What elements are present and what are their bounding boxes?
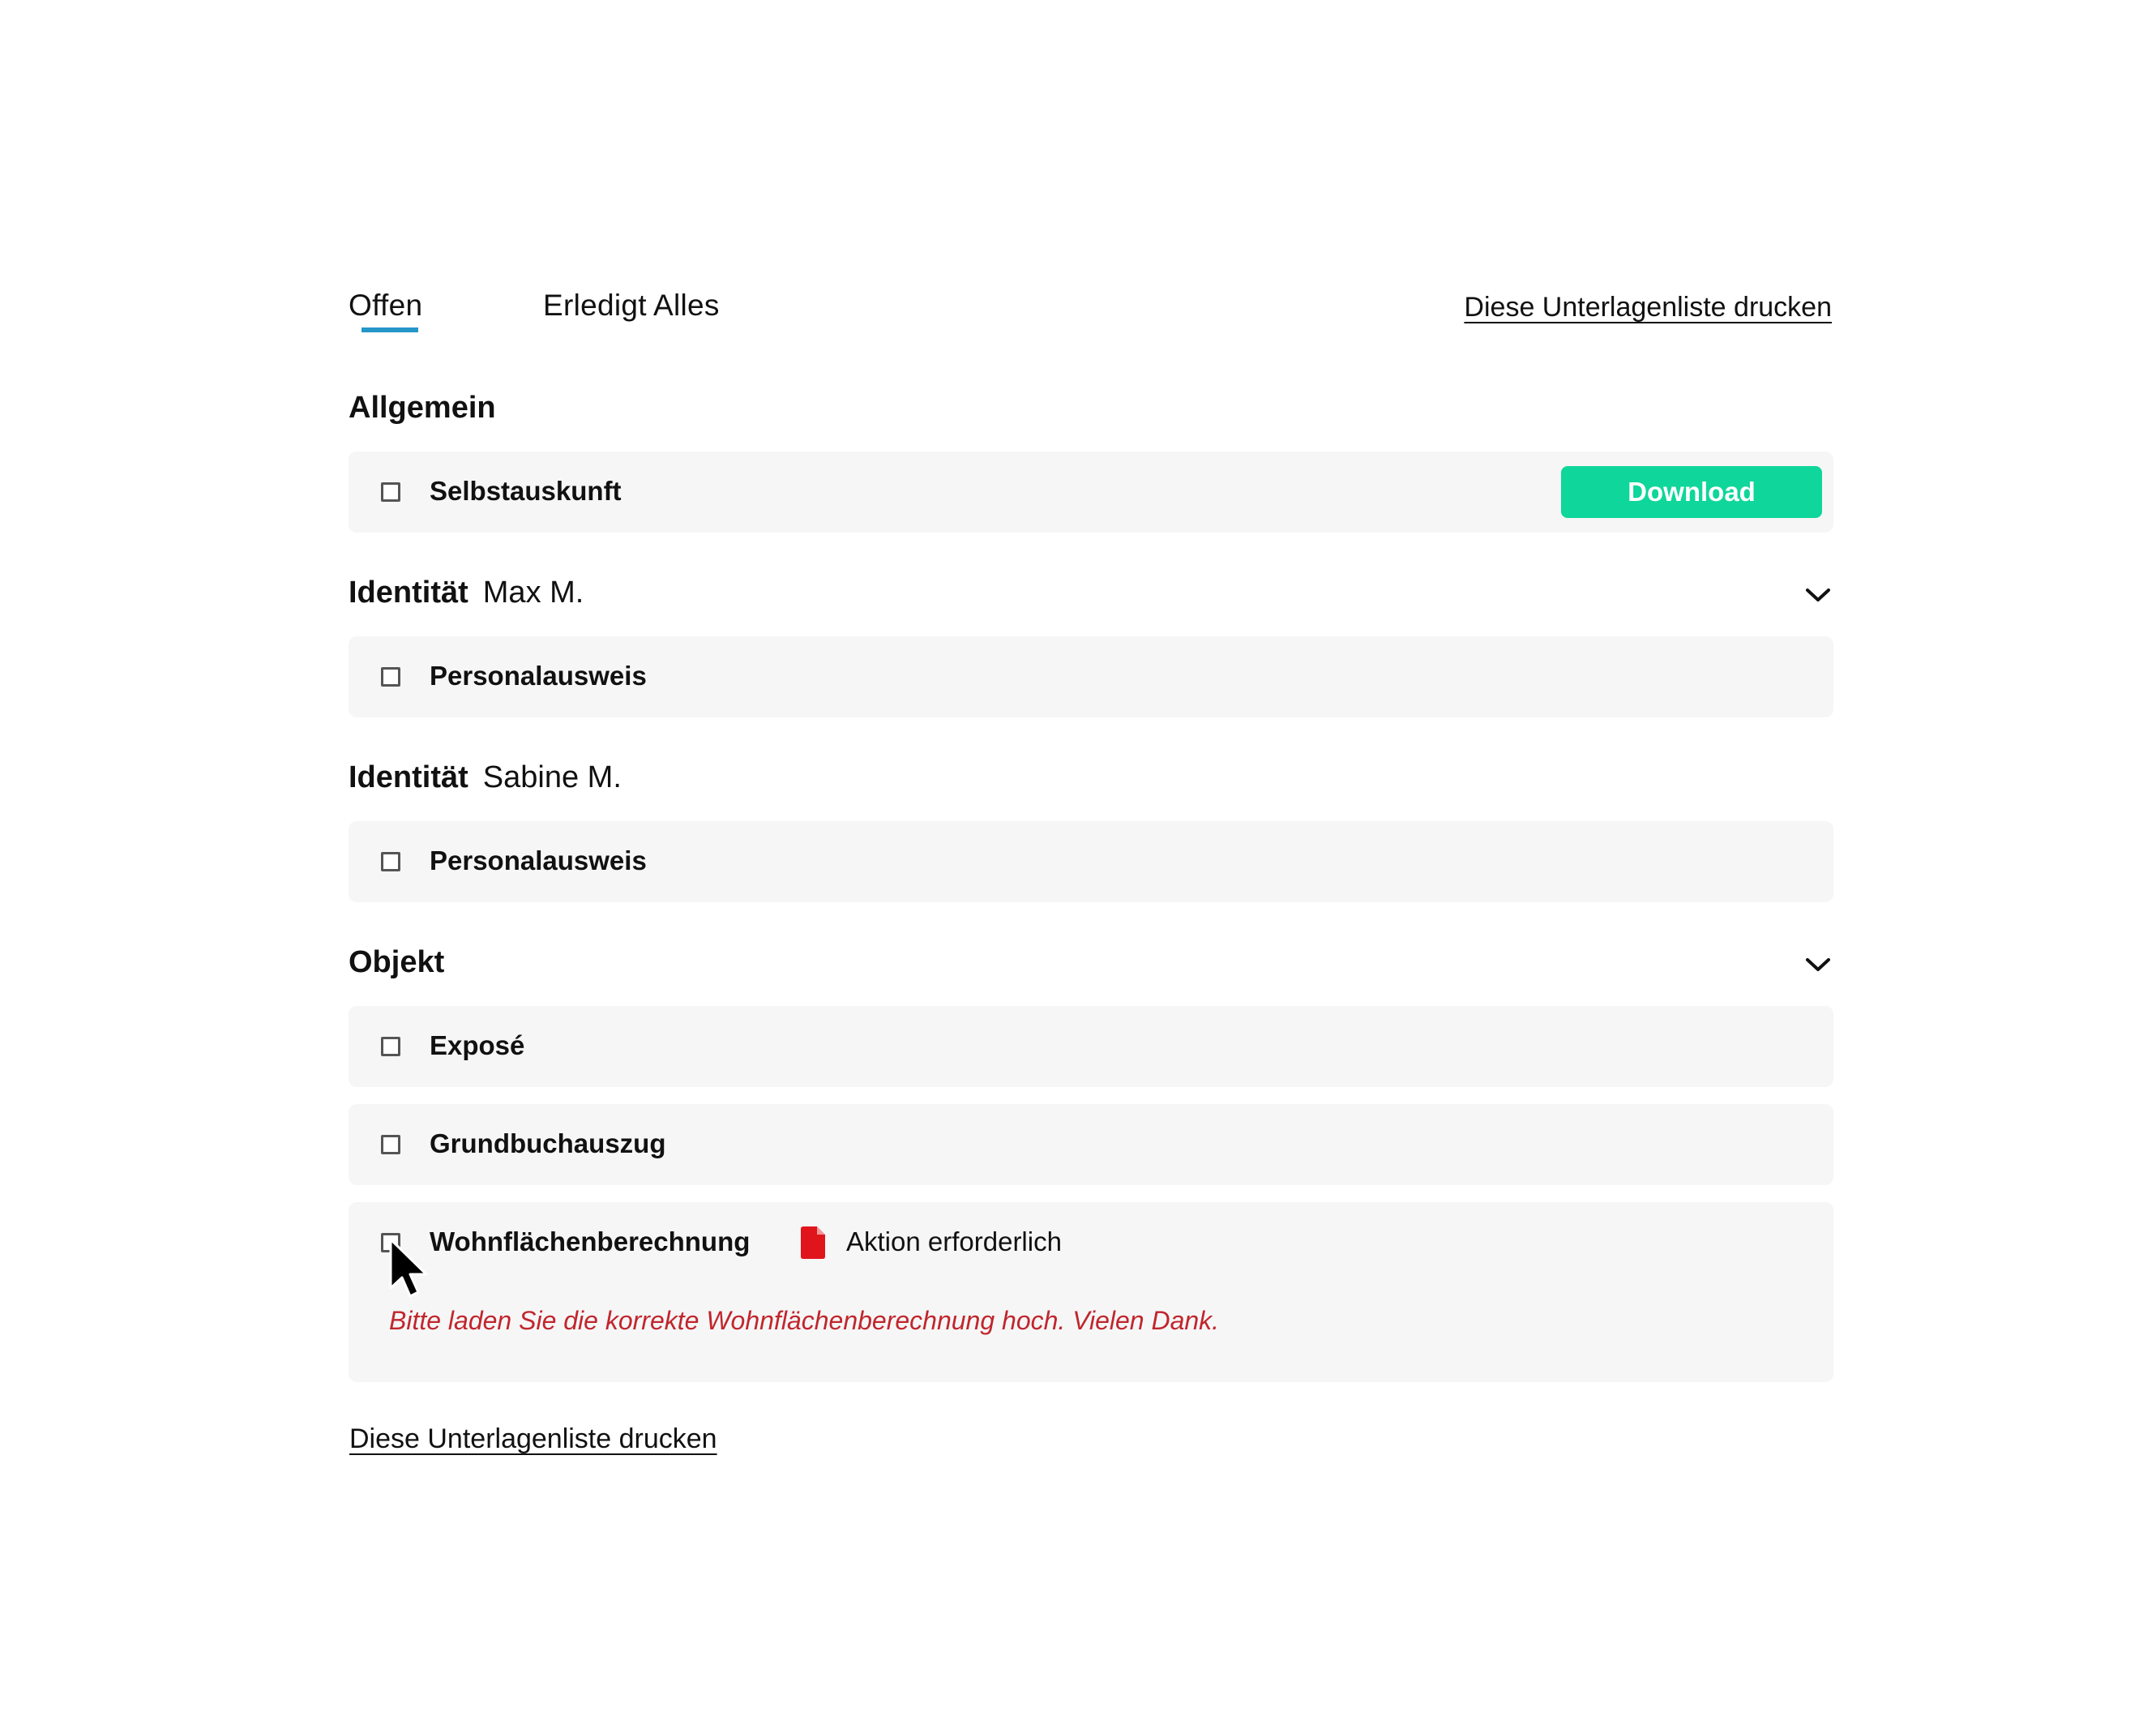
chevron-down-icon[interactable] — [1804, 955, 1832, 974]
download-button[interactable]: Download — [1561, 466, 1822, 518]
tab-offen[interactable]: Offen — [349, 289, 423, 322]
person-name: Max M. — [482, 576, 584, 610]
chevron-down-icon[interactable] — [1804, 585, 1832, 605]
item-checkbox[interactable] — [381, 1135, 400, 1154]
error-message: Bitte laden Sie die korrekte Wohnflächenberechnung hoch. Vielen Dank. — [389, 1306, 1220, 1335]
tab-erledigt[interactable]: Erledigt — [543, 289, 647, 322]
checklist-item-grundbuchauszug — [349, 1104, 1833, 1185]
checklist-item-personalausweis-max — [349, 636, 1833, 717]
item-label: Wohnflächenberechnung — [430, 1226, 751, 1256]
item-checkbox[interactable] — [381, 1037, 400, 1056]
print-list-link-top[interactable]: Diese Unterlagenliste drucken — [1464, 292, 1832, 323]
item-label: Exposé — [430, 1030, 525, 1060]
checklist-item-expose — [349, 1006, 1833, 1087]
checklist-item-selbstauskunft — [349, 452, 1833, 533]
section-title-allgemein: Allgemein — [349, 391, 496, 425]
item-checkbox[interactable] — [381, 852, 400, 871]
action-required-status: Aktion erforderlich — [846, 1226, 1062, 1256]
checklist-item-wohnflaechenberechnung — [349, 1202, 1833, 1382]
item-checkbox[interactable] — [381, 667, 400, 687]
item-checkbox[interactable] — [381, 1233, 400, 1252]
person-name: Sabine M. — [482, 760, 622, 794]
item-label: Personalausweis — [430, 845, 647, 875]
item-label: Selbstauskunft — [430, 476, 622, 506]
section-title-identitaet-max — [349, 576, 584, 610]
item-checkbox[interactable] — [381, 482, 400, 502]
section-title-identitaet-sabine — [349, 760, 622, 795]
print-list-link-bottom[interactable]: Diese Unterlagenliste drucken — [349, 1423, 717, 1454]
item-label: Personalausweis — [430, 661, 647, 691]
section-title-objekt: Objekt — [349, 945, 445, 979]
active-tab-indicator — [361, 327, 418, 332]
tab-alles[interactable]: Alles — [653, 289, 720, 322]
section-title-label: Identität — [349, 576, 468, 610]
document-icon — [801, 1226, 825, 1259]
section-title-label: Identität — [349, 760, 468, 794]
item-label: Grundbuchauszug — [430, 1128, 666, 1158]
checklist-item-personalausweis-sabine — [349, 821, 1833, 902]
